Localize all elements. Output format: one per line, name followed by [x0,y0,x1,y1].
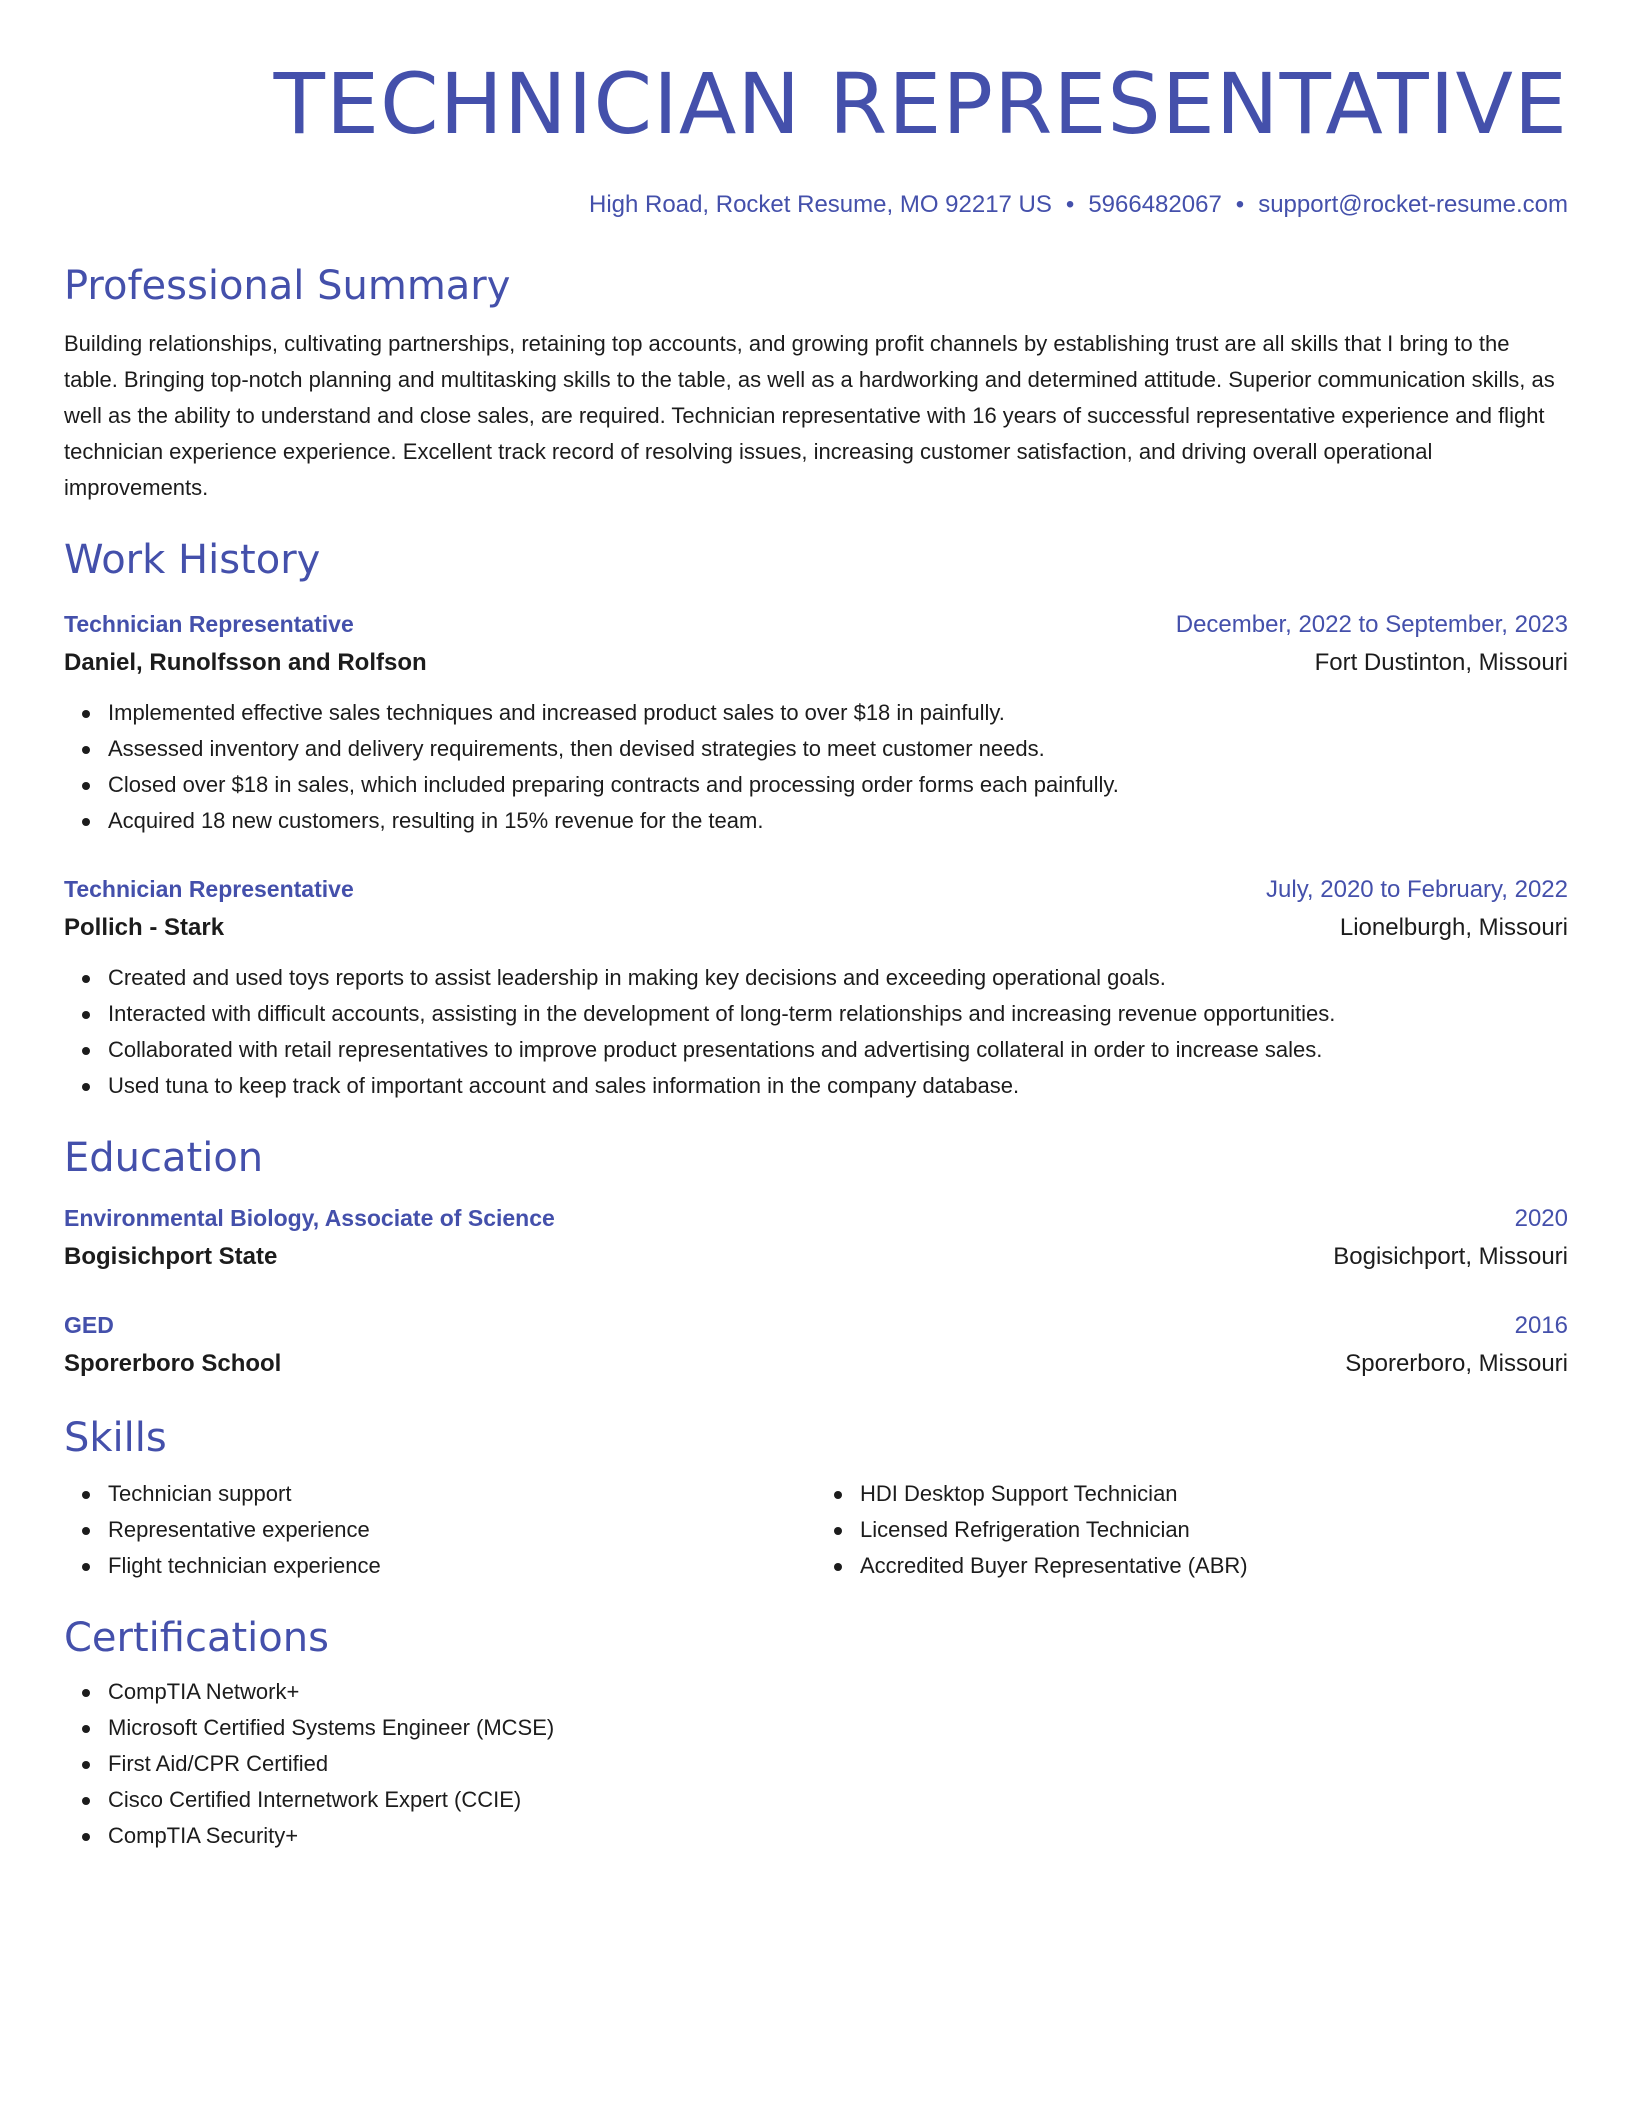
job-dates: July, 2020 to February, 2022 [1266,876,1568,903]
list-item: Interacted with difficult accounts, assisting in the development of long-term relationships and increasing revenue opportunities. [108,996,1568,1032]
list-item: Implemented effective sales techniques and increased product sales to over $18 in painfully. [108,695,1568,731]
list-item: Microsoft Certified Systems Engineer (MCSE) [108,1710,1568,1746]
job-company: Daniel, Runolfsson and Rolfson [64,649,427,676]
job-location: Lionelburgh, Missouri [1339,914,1568,941]
job-dates: December, 2022 to September, 2023 [1175,611,1568,638]
job-location: Fort Dustinton, Missouri [1314,649,1568,676]
contact-line [64,190,1568,220]
list-item: Licensed Refrigeration Technician [860,1512,1568,1548]
job-role: Technician Representative [64,876,354,902]
list-item: Flight technician experience [108,1548,816,1584]
section-title-certifications: Certifications [64,1615,329,1661]
education-entry [64,1307,1568,1384]
education-degree: Environmental Biology, Associate of Science [64,1205,555,1231]
contact-address: High Road, Rocket Resume, MO 92217 US [589,191,1052,218]
list-item: HDI Desktop Support Technician [860,1476,1568,1512]
list-item: Used tuna to keep track of important account and sales information in the company database. [108,1068,1568,1104]
summary-text: Building relationships, cultivating partnerships, retaining top accounts, and growing profit channels by establishing trust are all skills that I bring to the table. Bringing top-notch planning and multitasking skills to the table, as well as a hardworking and determined attitude. Superior communication skills, as well as the ability to understand and close sales, are required. Technician representative with 16 years of successful representative experience and flight technician experience experience. Excellent track record of resolving issues, increasing customer satisfaction, and driving overall operational improvements. [64,331,1555,500]
list-item: CompTIA Network+ [108,1674,1568,1710]
list-item: Cisco Certified Internetwork Expert (CCIE) [108,1782,1568,1818]
education-entry [64,1200,1568,1277]
list-item: Acquired 18 new customers, resulting in 15% revenue for the team. [108,803,1568,839]
job-company: Pollich - Stark [64,914,225,941]
list-item: First Aid/CPR Certified [108,1746,1568,1782]
education-school: Bogisichport State [64,1243,278,1270]
list-item: Accredited Buyer Representative (ABR) [860,1548,1568,1584]
job-bullets [64,960,1568,1104]
list-item: Collaborated with retail representatives to improve product presentations and advertising collateral in order to increase sales. [108,1032,1568,1068]
section-title-summary: Professional Summary [64,263,511,309]
list-item: CompTIA Security+ [108,1818,1568,1854]
candidate-title: TECHNICIAN REPRESENTATIVE [273,55,1568,153]
section-title-work-history: Work History [64,537,321,583]
education-year: 2016 [1514,1312,1568,1339]
list-item: Representative experience [108,1512,816,1548]
section-title-education: Education [64,1135,264,1181]
job-entry [64,606,1568,839]
education-location: Sporerboro, Missouri [1345,1350,1568,1377]
section-title-skills: Skills [64,1415,167,1461]
job-bullets [64,695,1568,839]
certifications-list [64,1674,1568,1854]
education-degree: GED [64,1312,114,1338]
list-item: Technician support [108,1476,816,1512]
education-location: Bogisichport, Missouri [1333,1243,1568,1270]
list-item: Assessed inventory and delivery requirements, then devised strategies to meet customer needs. [108,731,1568,767]
skills-list-left [64,1476,816,1584]
skills-list-right [816,1476,1568,1584]
job-role: Technician Representative [64,611,354,637]
list-item: Created and used toys reports to assist leadership in making key decisions and exceeding operational goals. [108,960,1568,996]
education-school: Sporerboro School [64,1350,282,1377]
job-entry [64,871,1568,1104]
education-year: 2020 [1514,1205,1568,1232]
contact-email[interactable]: support@rocket-resume.com [1258,191,1568,218]
contact-phone[interactable]: 5966482067 [1088,191,1222,218]
contact-separator: • [1065,191,1075,218]
list-item: Closed over $18 in sales, which included preparing contracts and processing order forms each painfully. [108,767,1568,803]
resume-header [64,56,1568,220]
skills-grid [64,1476,1568,1584]
contact-separator: • [1235,191,1245,218]
